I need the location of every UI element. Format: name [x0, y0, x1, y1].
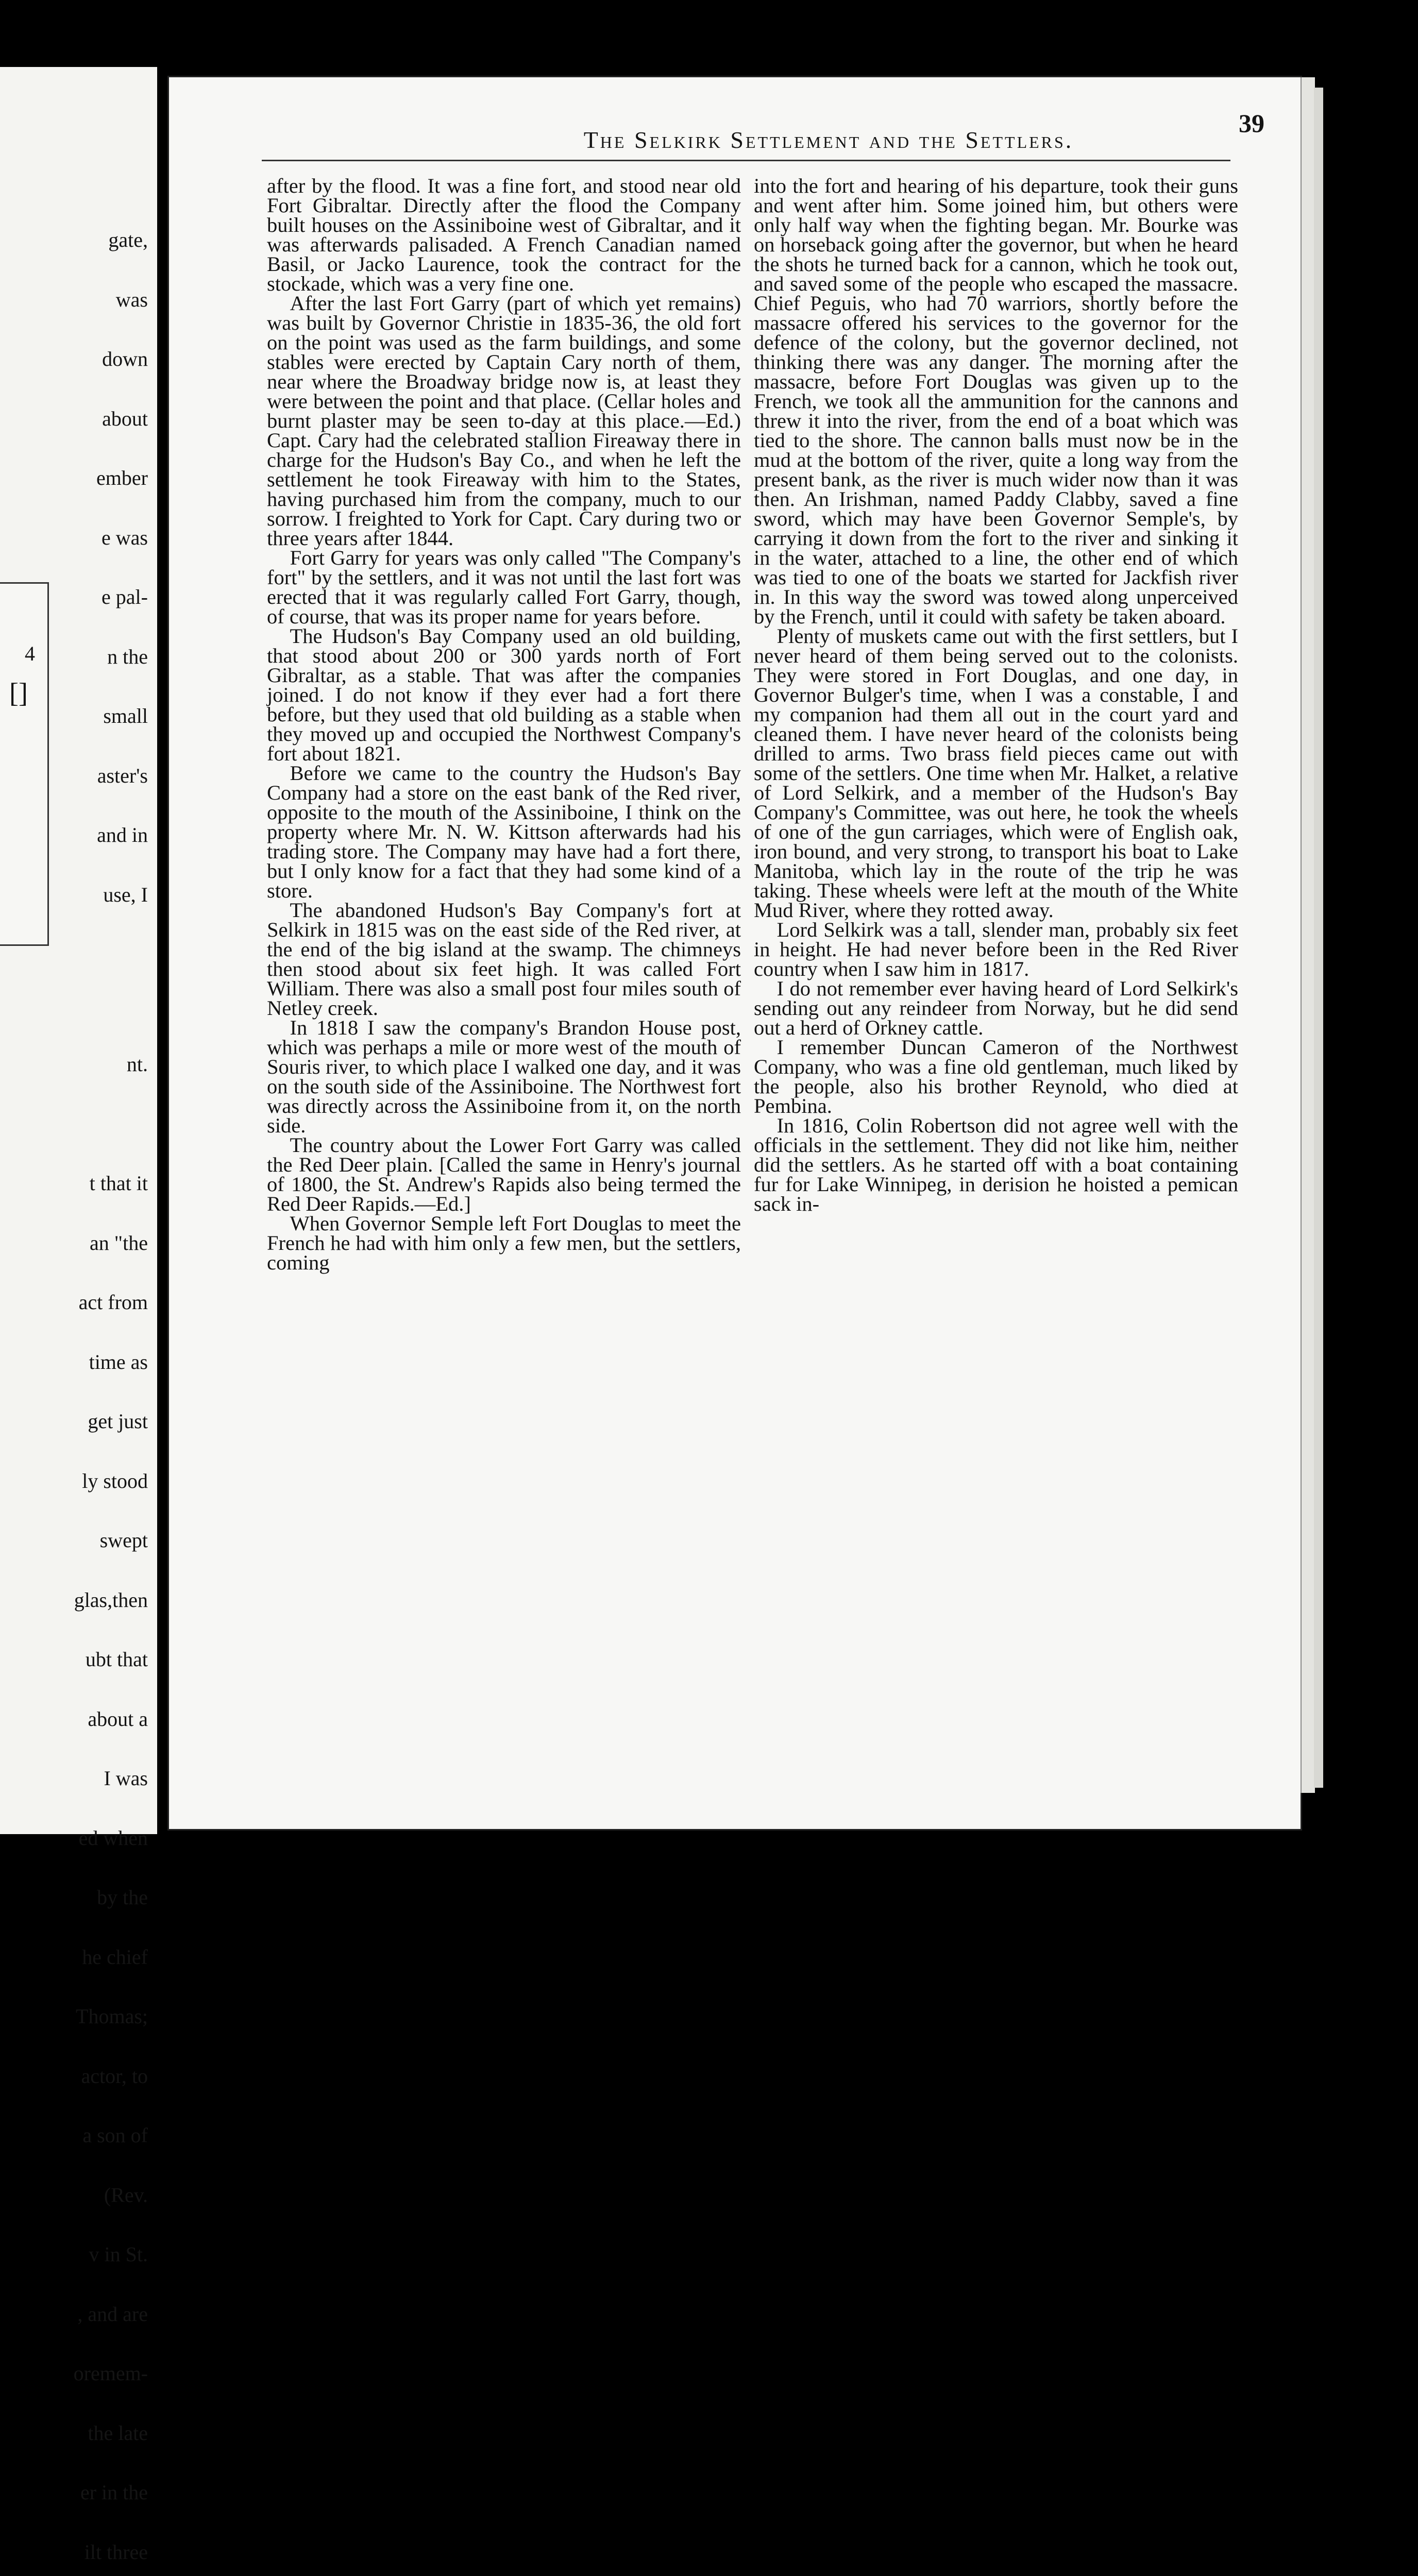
paragraph: Lord Selkirk was a tall, slender man, probably six feet in height. He had never before been in the Red River country when I saw him in 1817. — [754, 918, 1238, 980]
left-fragment-line: aster's — [97, 764, 148, 787]
left-fragment-line: nt. — [126, 1053, 148, 1076]
left-fragment-line: and in — [97, 823, 148, 846]
left-page-upper-text — [96, 191, 148, 944]
text-column-right — [754, 176, 1238, 1214]
paragraph: after by the flood. It was a fine fort, and stood near old Fort Gibraltar. Directly after the flood the Company built houses on the Assiniboine west of Gibraltar, and it was afterwards palisaded. A French Canadian named Basil, or Jacko Laurence, took the contract for the stockade, which was a very fine one. — [267, 174, 741, 295]
left-fragment-line: act from — [78, 1291, 148, 1314]
left-fragment-line: oremem- — [73, 2362, 148, 2385]
left-fragment-line: (Rev. — [104, 2183, 148, 2207]
paragraph: into the fort and hearing of his departure, took their guns and went after him. Some joined him, but others were only half way when the fighting began. Mr. Bourke was on horseback going after the governor, but when he heard the shots he turned back for a cannon, which he took out, and saved some of the people who escaped the massacre. Chief Peguis, who had 70 warriors, shortly before the massacre offered his services to the governor for the defence of the colony, but the governor declined, not thinking there was any danger. The morning after the massacre, before Fort Douglas was given up to the French, we took all the ammunition for the cannons and threw it into the river, from the end of a boat which was tied to the shore. The cannon balls must now be in the mud at the bottom of the river, quite a long way from the present bank, as the river is much wider now than it was then. An Irishman, named Paddy Clabby, saved a fine sword, which may have been Governor Semple's, by carrying it down from the fort to the river and sinking it in the water, attached to a line, the other end of which was tied to one of the boats we started for Jackfish river in. In this way the sword was towed along unperceived by the French, until it could with safety be taken aboard. — [754, 174, 1238, 628]
box-bracket: [] — [9, 677, 28, 708]
paragraph: I do not remember ever having heard of Lord Selkirk's sending out any reindeer from Norway, but he did send out a herd of Orkney cattle. — [754, 977, 1238, 1039]
left-fragment-line: ed when — [78, 1826, 148, 1850]
left-fragment-line: ilt three — [84, 2540, 148, 2564]
left-fragment-line: use, I — [103, 883, 148, 906]
left-fragment-line: about a — [88, 1707, 148, 1731]
running-head: The Selkirk Settlement and the Settlers. — [583, 127, 1074, 153]
left-fragment-line: time as — [89, 1350, 148, 1374]
left-fragment-line: ly stood — [82, 1469, 148, 1493]
left-fragment-line: small — [103, 704, 148, 727]
text-column-left — [267, 176, 741, 1273]
left-fragment-line: e was — [102, 526, 148, 549]
left-fragment-line: about — [102, 406, 148, 430]
left-fragment-line: get just — [88, 1410, 148, 1433]
left-fragment-line: was — [115, 287, 148, 311]
paragraph: In 1816, Colin Robertson did not agree well with the officials in the settlement. They did not like him, neither did the settlers. As he started off with a boat containing fur for Lake Winnipeg, in derision he hoisted a pemican sack in- — [754, 1114, 1238, 1215]
left-fragment-line: actor, to — [81, 2064, 148, 2088]
paragraph: I remember Duncan Cameron of the Northwest Company, who was a fine old gentleman, much liked by the people, also his brother Reynold, who died at Pembina. — [754, 1036, 1238, 1117]
left-fragment-line — [67, 1114, 148, 1134]
left-page-lower-text — [67, 1015, 148, 2576]
paragraph: Plenty of muskets came out with the first settlers, but I never heard of them being served out to the colonists. They were stored in Fort Douglas, and one day, in Governor Bulger's time, when I was a constable, I and my companion had them all out in the court yard and cleaned them. I have never heard of the colonists being drilled to arms. Two brass field pieces came out with some of the settlers. One time when Mr. Halket, a relative of Lord Selkirk, and a member of the Hudson's Bay Company's Committee, was out here, he took the wheels of one of the gun carriages, which were of English oak, iron bound, and very strong, to transport his boat to Lake Manitoba, which lay in the route of the trip he was taking. These wheels were left at the mouth of the White Mud River, where they rotted away. — [754, 624, 1238, 922]
left-fragment-line: down — [102, 347, 148, 370]
left-fragment-line: Thomas; — [76, 2005, 148, 2028]
paragraph: When Governor Semple left Fort Douglas to meet the French he had with him only a few men, but the settlers, coming — [267, 1212, 741, 1274]
paragraph: Fort Garry for years was only called "The Company's fort" by the settlers, and it was not until the last fort was erected that it was regularly called Fort Garry, though, of course, that was its proper name for years before. — [267, 546, 741, 628]
page-edge — [1301, 77, 1315, 1793]
paragraph: The Hudson's Bay Company used an old building, that stood about 200 or 300 yards north of Fort Gibraltar, as a stable. That was after the companies joined. I do not know if they ever had a fort there before, but they used that old building as a stable when they moved up and occupied the Northwest Company's fort about 1821. — [267, 624, 741, 765]
left-fragment-line: a son of — [82, 2124, 148, 2147]
left-fragment-line: v in St. — [89, 2243, 148, 2266]
left-fragment-line: er in the — [80, 2481, 148, 2504]
left-fragment-line: by the — [97, 1886, 148, 1909]
box-number: 4 — [25, 642, 35, 665]
page-edge-back — [1314, 88, 1323, 1788]
paragraph: The abandoned Hudson's Bay Company's fort at Selkirk in 1815 was on the east side of the Red river, at the end of the big island at the swamp. The chimneys then stood about six feet high. It was called Fort William. There was also a small post four miles south of Netley creek. — [267, 899, 741, 1020]
left-fragment-line: an "the — [90, 1231, 148, 1255]
left-fragment-line: I was — [104, 1767, 148, 1790]
left-page-boxed-figure — [0, 582, 49, 946]
page-number: 39 — [1239, 109, 1264, 138]
right-page — [169, 77, 1301, 1829]
left-fragment-line: n the — [107, 645, 148, 668]
left-page-fragment — [0, 67, 157, 2564]
left-fragment-line: ubt that — [85, 1648, 148, 1671]
left-fragment-line: the late — [88, 2421, 148, 2445]
left-fragment-line: t that it — [89, 1172, 148, 1195]
left-fragment-line: swept — [99, 1529, 148, 1552]
paragraph: The country about the Lower Fort Garry was called the Red Deer plain. [Called the same in Henry's journal of 1800, the St. Andrew's Rapids also being termed the Red Deer Rapids.—Ed.] — [267, 1133, 741, 1215]
left-fragment-line: , and are — [77, 2302, 148, 2326]
left-fragment-line: glas,then — [74, 1588, 148, 1612]
paragraph: Before we came to the country the Hudson's Bay Company had a store on the east bank of the Red river, opposite to the mouth of the Assiniboine, I think on the property where Mr. N. W. Kittson afterwards had his trading store. The Company may have had a fort there, but I only know for a fact that they had some kind of a store. — [267, 761, 741, 902]
left-fragment-line: he chief — [82, 1945, 148, 1969]
paragraph: In 1818 I saw the company's Brandon House post, which was perhaps a mile or more west of the mouth of Souris river, to which place I walked one day, and it was on the south side of the Assiniboine. The Northwest fort was directly across the Assiniboine from it, on the north side. — [267, 1016, 741, 1137]
left-fragment-line: gate, — [108, 228, 148, 251]
left-fragment-line: ember — [96, 466, 148, 489]
paragraph: After the last Fort Garry (part of which yet remains) was built by Governor Christie in 1835-36, the old fort on the point was used as the farm buildings, and some stables were erected by Captain Cary north of them, near where the Broadway bridge now is, at least they were between the point and that place. (Cellar holes and burnt plaster may be seen to-day at this place.—Ed.) Capt. Cary had the celebrated stallion Fireaway there in charge for the Hudson's Bay Co., and when he left the settlement he took Fireaway with him to the States, having purchased him from the company, much to our sorrow. I freighted to York for Capt. Cary during two or three years after 1844. — [267, 292, 741, 550]
left-fragment-line: e pal- — [102, 585, 148, 608]
header-rule — [262, 160, 1230, 161]
